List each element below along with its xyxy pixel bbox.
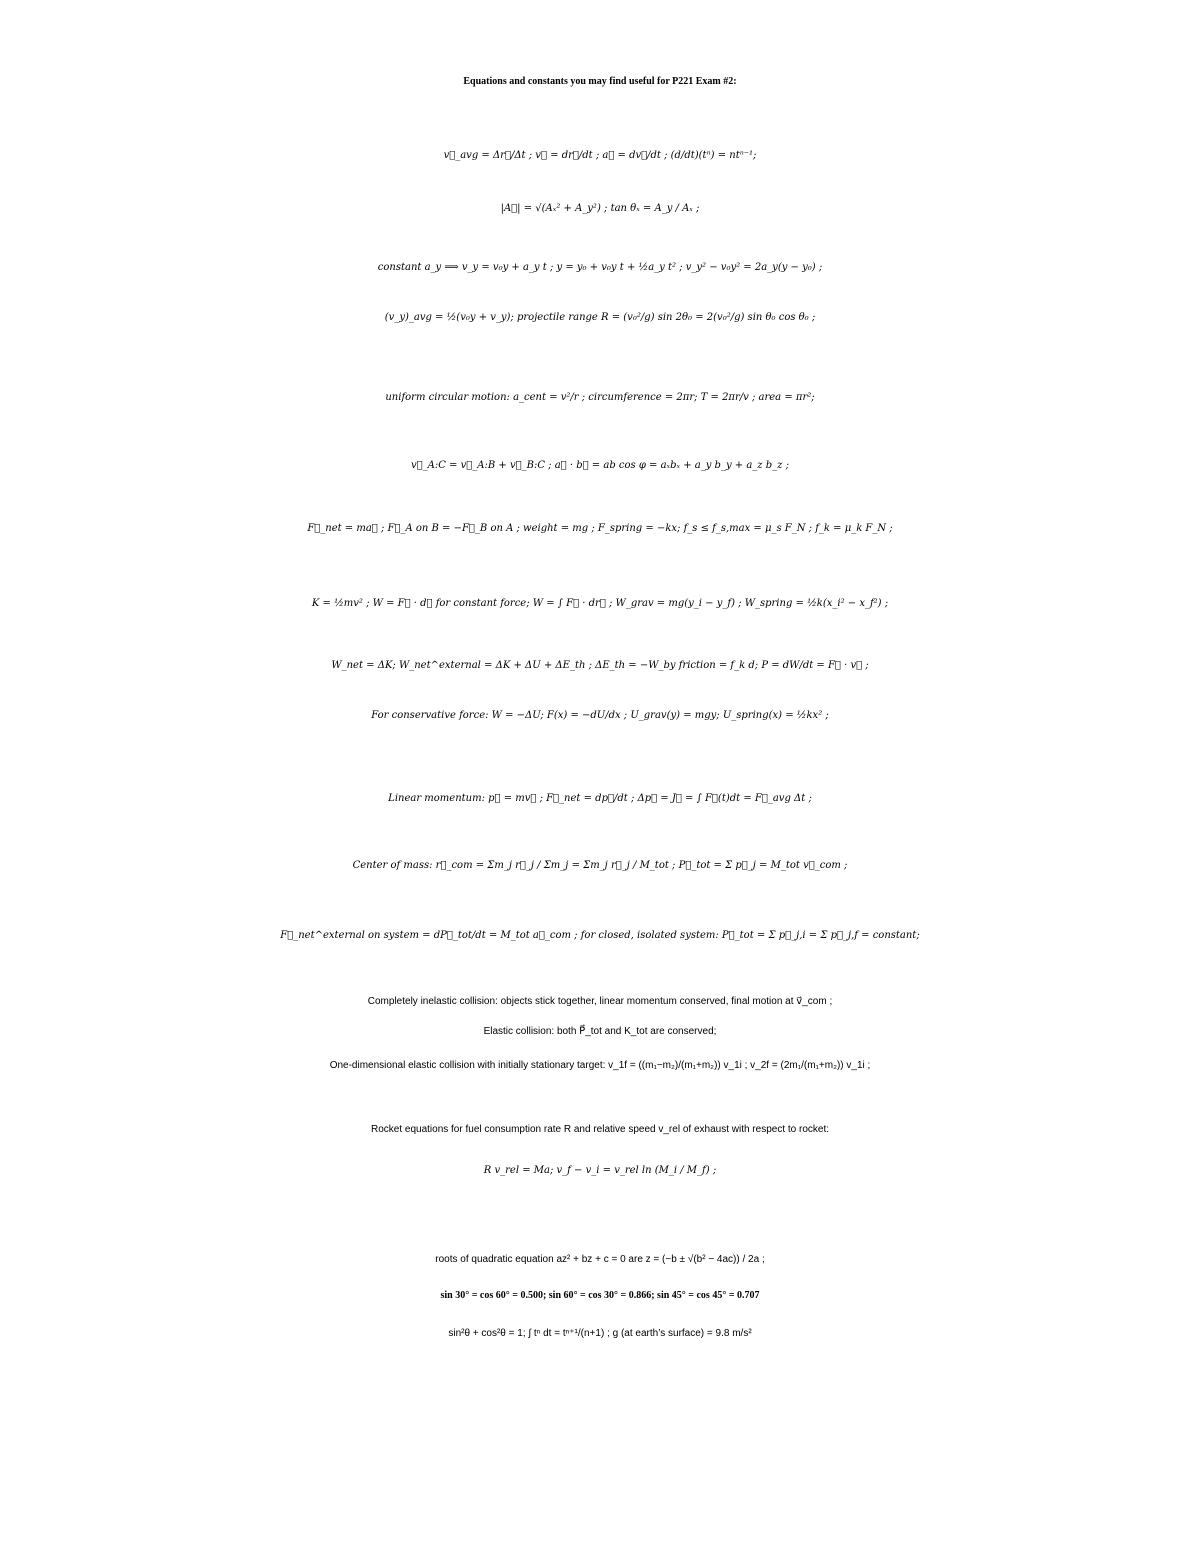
- one-dimensional-collision-equation: One-dimensional elastic collision with initially stationary target: v_1f = ((m₁−m₂)/(m₁+m₂)) v_1i ; v_2f = (2m₁/(m₁+m₂)) v_1i ;: [329, 1060, 871, 1071]
- conservative-force-equations: For conservative force: W = −ΔU; F(x) = −dU/dx ; U_grav(y) = mgy; U_spring(x) = ½kx² ;: [371, 710, 829, 721]
- vector-magnitude-equation: |A⃗| = √(Aₓ² + A_y²) ; tan θₓ = A_y / Aₓ ;: [500, 203, 700, 214]
- linear-momentum-equations: Linear momentum: p⃗ = mv⃗ ; F⃗_net = dp⃗/dt ; Δp⃗ = J⃗ = ∫ F⃗(t)dt = F⃗_avg Δt ;: [388, 793, 812, 804]
- page-title: Equations and constants you may find useful for P221 Exam #2:: [463, 76, 737, 87]
- quadratic-roots-equation: roots of quadratic equation az² + bz + c = 0 are z = (−b ± √(b² − 4ac)) / 2a ;: [435, 1254, 765, 1265]
- rocket-equations: R v_rel = Ma; v_f − v_i = v_rel ln (M_i / M_f) ;: [483, 1165, 717, 1176]
- rocket-equations-text: Rocket equations for fuel consumption rate R and relative speed v_rel of exhaust with respect to rocket:: [370, 1124, 830, 1135]
- elastic-collision-text: Elastic collision: both P⃗_tot and K_tot are conserved;: [483, 1026, 717, 1037]
- circular-motion-equations: uniform circular motion: a_cent = v²/r ; circumference = 2πr; T = 2πr/v ; area = πr²;: [385, 392, 815, 403]
- constant-acceleration-equations: constant a_y ⟹ v_y = v₀y + a_y t ; y = y₀ + v₀y t + ½a_y t² ; v_y² − v₀y² = 2a_y(y − y₀) ;: [377, 262, 823, 273]
- projectile-range-equation: (v_y)_avg = ½(v₀y + v_y); projectile range R = (v₀²/g) sin 2θ₀ = 2(v₀²/g) sin θ₀ cos θ₀ ;: [384, 312, 816, 323]
- kinematics-definitions: v⃗_avg = Δr⃗/Δt ; v⃗ = dr⃗/dt ; a⃗ = dv⃗/dt ; (d/dt)(tⁿ) = ntⁿ⁻¹;: [443, 150, 757, 161]
- inelastic-collision-text: Completely inelastic collision: objects stick together, linear momentum conserved, final motion at v⃗_com ;: [367, 996, 833, 1007]
- work-kinetic-energy-equations: K = ½mv² ; W = F⃗ · d⃗ for constant force; W = ∫ F⃗ · dr⃗ ; W_grav = mg(y_i − y_f) ; W_spring = ½k(x_i² − x_f²) ;: [311, 598, 889, 609]
- relative-velocity-dot-product: v⃗_A:C = v⃗_A:B + v⃗_B:C ; a⃗ · b⃗ = ab cos φ = aₓbₓ + a_y b_y + a_z b_z ;: [411, 460, 789, 471]
- force-equations: F⃗_net = ma⃗ ; F⃗_A on B = −F⃗_B on A ; weight = mg ; F_spring = −kx; f_s ≤ f_s,max = μ_s F_N ; f_k = μ_k F_N ;: [307, 523, 893, 534]
- center-of-mass-equations: Center of mass: r⃗_com = Σm_j r⃗_j / Σm_j = Σm_j r⃗_j / M_tot ; P⃗_tot = Σ p⃗_j = M_tot v⃗_com ;: [352, 860, 848, 871]
- work-energy-theorem-equations: W_net = ΔK; W_net^external = ΔK + ΔU + ΔE_th ; ΔE_th = −W_by friction = f_k d; P = dW/dt = F⃗ · v⃗ ;: [331, 660, 869, 671]
- trig-identity-integral-gravity: sin²θ + cos²θ = 1; ∫ tⁿ dt = tⁿ⁺¹/(n+1) ; g (at earth’s surface) = 9.8 m/s²: [448, 1328, 752, 1339]
- trig-values: sin 30° = cos 60° = 0.500; sin 60° = cos 30° = 0.866; sin 45° = cos 45° = 0.707: [440, 1290, 760, 1301]
- system-momentum-equations: F⃗_net^external on system = dP⃗_tot/dt = M_tot a⃗_com ; for closed, isolated system: P⃗_tot = Σ p⃗_j,i = Σ p⃗_j,f = constant;: [280, 930, 920, 941]
